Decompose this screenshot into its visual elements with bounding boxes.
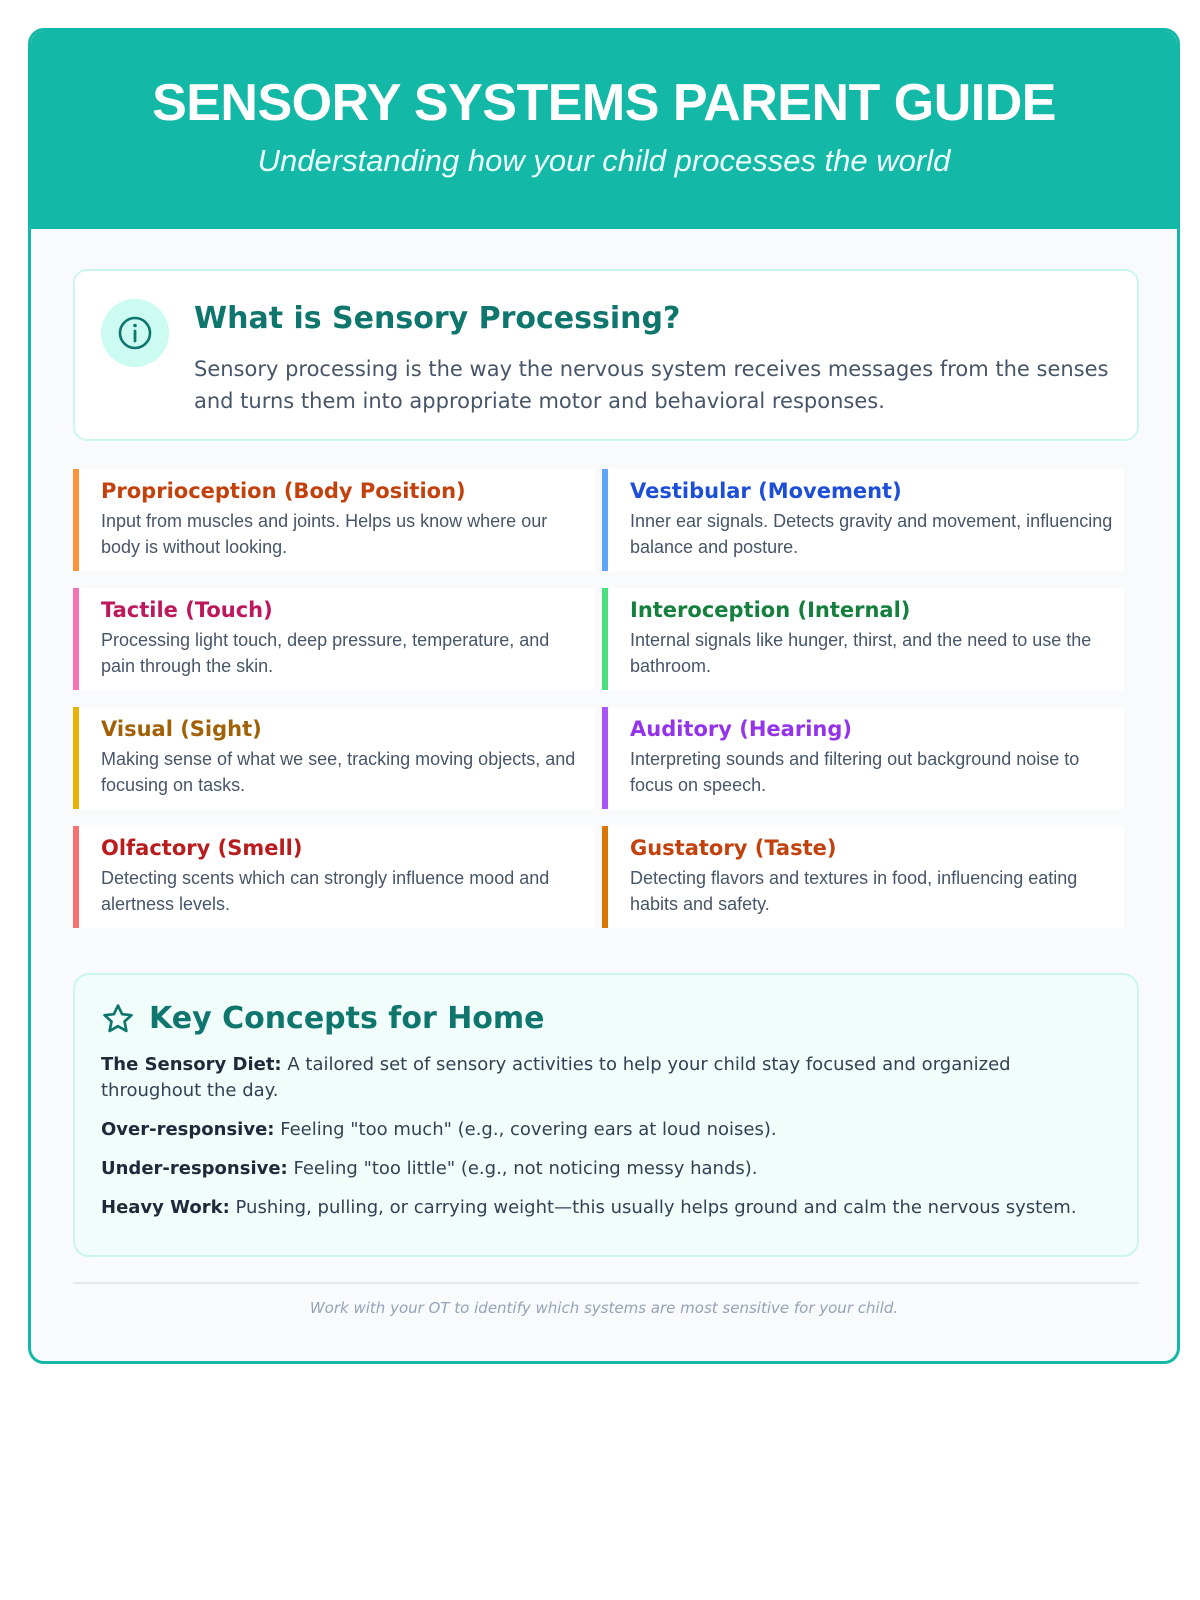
sense-title: Visual (Sight) <box>101 717 262 741</box>
sense-card-proprioception <box>73 469 595 571</box>
intro-box <box>73 269 1139 441</box>
footer-divider <box>73 1282 1139 1284</box>
intro-title: What is Sensory Processing? <box>194 301 681 336</box>
sense-desc: Interpreting sounds and filtering out background noise to focus on speech. <box>630 749 1080 795</box>
footer-note: Work with your OT to identify which systems are most sensitive for your child. <box>309 1299 899 1317</box>
guide-card <box>28 28 1180 1364</box>
concept-item: Heavy Work: Pushing, pulling, or carrying weight—this usually helps ground and calm the nervous system. <box>101 1197 1077 1218</box>
sense-desc: Detecting flavors and textures in food, influencing eating habits and safety. <box>630 868 1078 914</box>
header-banner <box>31 31 1177 229</box>
sense-desc: Detecting scents which can strongly influence mood and alertness levels. <box>101 868 550 914</box>
sense-desc: Processing light touch, deep pressure, temperature, and pain through the skin. <box>101 630 550 676</box>
star-icon <box>101 1002 135 1036</box>
sense-desc: Input from muscles and joints. Helps us know where our body is without looking. <box>101 511 548 557</box>
sense-card-interoception <box>602 588 1124 690</box>
sense-title: Proprioception (Body Position) <box>101 479 466 503</box>
sense-card-auditory <box>602 707 1124 809</box>
intro-body: Sensory processing is the way the nervous system receives messages from the senses and turns them into appropriate motor and behavioral responses. <box>194 357 1109 413</box>
sense-title: Interoception (Internal) <box>630 598 911 622</box>
page-title: SENSORY SYSTEMS PARENT GUIDE <box>152 74 1056 132</box>
page-subtitle: Understanding how your child processes the world <box>257 143 951 178</box>
sense-desc: Inner ear signals. Detects gravity and movement, influencing balance and posture. <box>630 511 1113 557</box>
key-concepts-heading <box>101 1001 1111 1036</box>
concept-item: The Sensory Diet: A tailored set of sensory activities to help your child stay focused and organized throughout the day. <box>101 1054 1011 1101</box>
key-concepts-box <box>73 973 1139 1257</box>
sense-card-olfactory <box>73 826 595 928</box>
sense-title: Tactile (Touch) <box>101 598 273 622</box>
sense-card-vestibular <box>602 469 1124 571</box>
info-icon <box>101 299 169 367</box>
sense-card-tactile <box>73 588 595 690</box>
sense-title: Vestibular (Movement) <box>630 479 902 503</box>
sense-desc: Internal signals like hunger, thirst, and the need to use the bathroom. <box>630 630 1092 676</box>
concept-item: Under-responsive: Feeling "too little" (e.g., not noticing messy hands). <box>101 1158 758 1179</box>
concept-item: Over-responsive: Feeling "too much" (e.g., covering ears at loud noises). <box>101 1119 777 1140</box>
sense-title: Auditory (Hearing) <box>630 717 852 741</box>
concept-list <box>101 1052 1111 1221</box>
sense-card-visual <box>73 707 595 809</box>
sense-title: Olfactory (Smell) <box>101 836 303 860</box>
sense-card-gustatory <box>602 826 1124 928</box>
sense-title: Gustatory (Taste) <box>630 836 837 860</box>
key-concepts-title: Key Concepts for Home <box>149 1001 545 1036</box>
sense-desc: Making sense of what we see, tracking moving objects, and focusing on tasks. <box>101 749 576 795</box>
